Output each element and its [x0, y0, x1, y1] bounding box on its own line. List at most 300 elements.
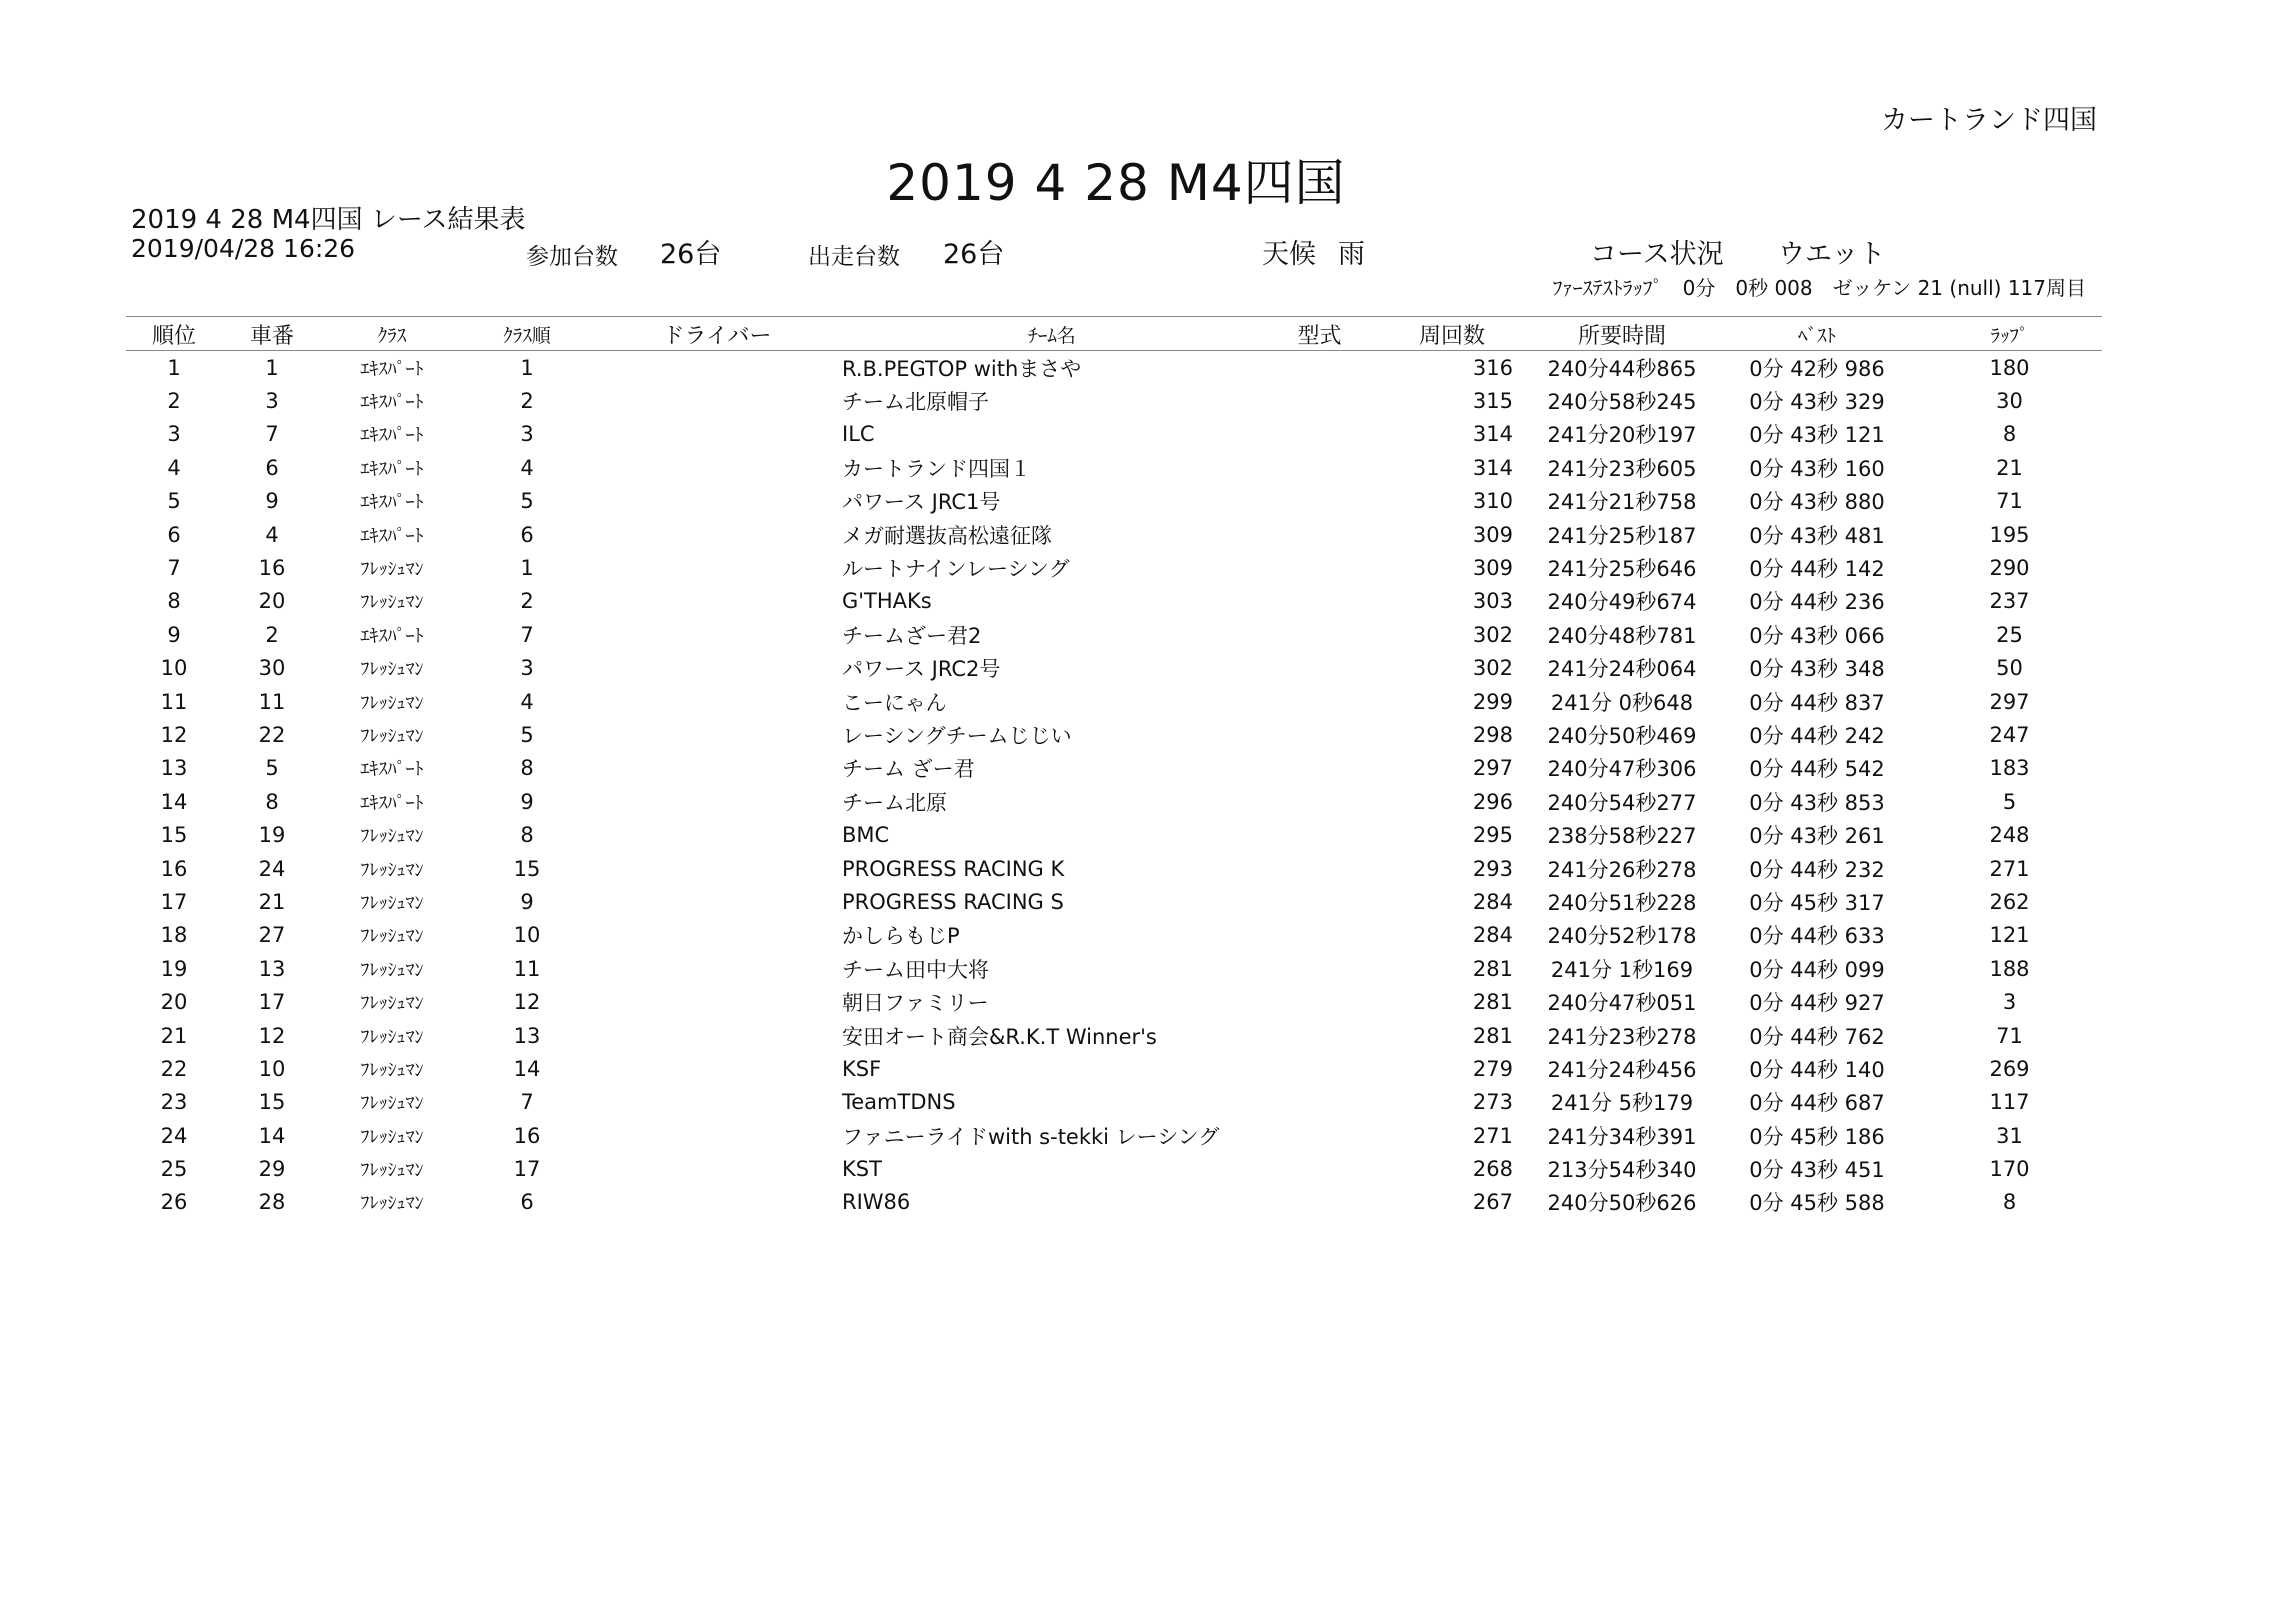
col-header-rank: 順位	[151, 324, 196, 349]
cell-class: ﾌﾚｯｼｭﾏﾝ	[360, 826, 424, 848]
cell-total-time: 241分24秒064	[1547, 657, 1697, 682]
cell-lap-count: 268	[1472, 1157, 1513, 1182]
cell-class: ﾌﾚｯｼｭﾏﾝ	[360, 559, 424, 581]
cell-driver	[592, 585, 842, 618]
cell-total-time: 241分 1秒169	[1550, 957, 1694, 982]
cell-best-lap: 0分 43秒 121	[1749, 423, 1885, 448]
cell-class-rank: 7	[520, 1090, 534, 1115]
col-header-lap: ﾗｯﾌﾟ	[1990, 325, 2029, 347]
cell-rank: 11	[160, 689, 188, 714]
cell-team-name: PROGRESS RACING K	[842, 856, 1065, 881]
cell-best-lap: 0分 43秒 481	[1749, 523, 1885, 548]
cell-lap-count: 316	[1472, 355, 1513, 380]
col-header-laps: 周回数	[1418, 324, 1485, 349]
cell-best-lap: 0分 44秒 099	[1749, 957, 1885, 982]
cell-rank: 16	[160, 856, 188, 881]
cell-class: ﾌﾚｯｼｭﾏﾝ	[360, 1026, 424, 1048]
cell-best-lap-number: 50	[1996, 656, 2023, 681]
table-row	[126, 685, 2102, 718]
cell-car-number: 15	[258, 1090, 286, 1115]
cell-car-number: 28	[258, 1190, 286, 1215]
cell-rank: 13	[160, 756, 188, 781]
cell-driver	[592, 518, 842, 551]
table-row	[126, 485, 2102, 518]
cell-best-lap: 0分 44秒 142	[1749, 557, 1885, 582]
cell-car-number: 24	[258, 856, 286, 881]
cell-team-name: メガ耐選抜高松遠征隊	[842, 523, 1052, 548]
table-row	[126, 351, 2102, 384]
cell-team-name: 安田オート商会&R.K.T Winner's	[842, 1024, 1157, 1049]
cell-class: ﾌﾚｯｼｭﾏﾝ	[360, 1093, 424, 1115]
table-row	[126, 418, 2102, 451]
cell-rank: 15	[160, 823, 188, 848]
cell-best-lap-number: 188	[1989, 956, 2030, 981]
table-row	[126, 451, 2102, 484]
cell-team-name: チーム田中大将	[842, 957, 989, 982]
cell-best-lap-number: 71	[1996, 489, 2023, 514]
table-row	[126, 818, 2102, 851]
cell-driver	[592, 618, 842, 651]
cell-model	[1262, 384, 1377, 417]
cell-car-number: 22	[258, 722, 286, 747]
cell-rank: 6	[167, 522, 181, 547]
cell-class-rank: 10	[513, 923, 541, 948]
header-top-rule	[126, 316, 2102, 317]
cell-rank: 9	[167, 622, 181, 647]
cell-car-number: 19	[258, 823, 286, 848]
cell-driver	[592, 485, 842, 518]
table-row	[126, 518, 2102, 551]
cell-car-number: 7	[265, 422, 279, 447]
table-row	[126, 1119, 2102, 1152]
cell-team-name: チーム北原	[842, 790, 947, 815]
col-header-total-time: 所要時間	[1577, 324, 1666, 349]
cell-car-number: 12	[258, 1023, 286, 1048]
cell-driver	[592, 1152, 842, 1185]
cell-class-rank: 3	[520, 656, 534, 681]
participants-value: 26台	[660, 239, 722, 270]
cell-driver	[592, 718, 842, 751]
cell-driver	[592, 351, 842, 384]
cell-team-name: R.B.PEGTOP withまさや	[842, 356, 1082, 381]
cell-best-lap: 0分 44秒 927	[1749, 991, 1885, 1016]
cell-best-lap: 0分 43秒 880	[1749, 490, 1885, 515]
cell-car-number: 16	[258, 556, 286, 581]
cell-class: ﾌﾚｯｼｭﾏﾝ	[360, 926, 424, 948]
cell-driver	[592, 919, 842, 952]
table-row	[126, 785, 2102, 818]
cell-team-name: BMC	[842, 823, 890, 848]
cell-class: ｴｷｽﾊﾟｰﾄ	[360, 525, 424, 547]
cell-total-time: 240分58秒245	[1547, 390, 1697, 415]
table-row	[126, 618, 2102, 651]
cell-model	[1262, 785, 1377, 818]
table-row	[126, 752, 2102, 785]
cell-total-time: 241分 0秒648	[1550, 690, 1694, 715]
cell-model	[1262, 952, 1377, 985]
cell-best-lap-number: 269	[1989, 1056, 2030, 1081]
cell-car-number: 5	[265, 756, 279, 781]
cell-car-number: 30	[258, 656, 286, 681]
cell-model	[1262, 718, 1377, 751]
cell-best-lap-number: 30	[1996, 389, 2023, 414]
cell-driver	[592, 1019, 842, 1052]
cell-class: ﾌﾚｯｼｭﾏﾝ	[360, 725, 424, 747]
col-header-class: ｸﾗｽ	[377, 325, 407, 347]
cell-best-lap: 0分 43秒 451	[1749, 1158, 1885, 1183]
cell-best-lap: 0分 43秒 853	[1749, 790, 1885, 815]
cell-model	[1262, 418, 1377, 451]
cell-driver	[592, 1186, 842, 1219]
cell-total-time: 241分34秒391	[1547, 1124, 1697, 1149]
cell-model	[1262, 1019, 1377, 1052]
cell-best-lap-number: 8	[2002, 422, 2017, 447]
cell-car-number: 13	[258, 956, 286, 981]
cell-total-time: 241分24秒456	[1547, 1057, 1697, 1082]
cell-driver	[592, 418, 842, 451]
cell-lap-count: 296	[1472, 789, 1513, 814]
report-datetime: 2019/04/28 16:26	[131, 234, 356, 263]
cell-team-name: チームざー君2	[842, 623, 982, 648]
cell-total-time: 241分20秒197	[1547, 423, 1697, 448]
company-name: カートランド四国	[1881, 105, 2097, 136]
cell-best-lap-number: 117	[1989, 1090, 2030, 1115]
cell-class: ｴｷｽﾊﾟｰﾄ	[360, 625, 424, 647]
table-row	[126, 1052, 2102, 1085]
cell-car-number: 9	[265, 489, 279, 514]
cell-rank: 2	[167, 389, 181, 414]
table-header-row	[126, 318, 2102, 351]
cell-driver	[592, 685, 842, 718]
cell-best-lap: 0分 44秒 687	[1749, 1091, 1885, 1116]
cell-lap-count: 310	[1472, 489, 1513, 514]
cell-team-name: G'THAKs	[842, 589, 932, 614]
fastest-lap-info: ﾌｧｰｽﾃｽﾄﾗｯﾌﾟ 0分 0秒 008 ゼッケン 21 (null) 117周目	[1552, 276, 2086, 300]
cell-class: ｴｷｽﾊﾟｰﾄ	[360, 425, 424, 447]
table-row	[126, 985, 2102, 1018]
table-row	[126, 718, 2102, 751]
table-row	[126, 952, 2102, 985]
cell-rank: 8	[167, 589, 181, 614]
table-row	[126, 1186, 2102, 1219]
cell-team-name: KST	[842, 1157, 882, 1182]
cell-driver	[592, 1052, 842, 1085]
cell-class-rank: 17	[513, 1157, 541, 1182]
table-row	[126, 885, 2102, 918]
cell-lap-count: 284	[1472, 923, 1513, 948]
cell-class-rank: 16	[513, 1123, 541, 1148]
cell-total-time: 241分 5秒179	[1550, 1091, 1694, 1116]
cell-total-time: 241分23秒605	[1547, 456, 1697, 481]
cell-rank: 24	[160, 1123, 188, 1148]
cell-team-name: レーシングチームじじい	[842, 723, 1072, 748]
cell-class: ﾌﾚｯｼｭﾏﾝ	[360, 1193, 424, 1215]
cell-car-number: 20	[258, 589, 286, 614]
cell-class-rank: 4	[520, 455, 534, 480]
starters-value: 26台	[943, 239, 1005, 270]
cell-lap-count: 293	[1472, 856, 1513, 881]
cell-rank: 18	[160, 923, 188, 948]
table-row	[126, 652, 2102, 685]
cell-car-number: 1	[265, 355, 279, 380]
cell-car-number: 27	[258, 923, 286, 948]
col-header-team: ﾁｰﾑ名	[1028, 325, 1076, 347]
col-header-driver: ドライバー	[662, 324, 772, 349]
cell-class-rank: 3	[520, 422, 534, 447]
cell-class: ﾌﾚｯｼｭﾏﾝ	[360, 1126, 424, 1148]
cell-lap-count: 314	[1472, 422, 1513, 447]
cell-class-rank: 4	[520, 689, 534, 714]
cell-model	[1262, 852, 1377, 885]
cell-best-lap: 0分 44秒 837	[1749, 690, 1885, 715]
table-row	[126, 551, 2102, 584]
cell-model	[1262, 485, 1377, 518]
cell-car-number: 6	[265, 455, 279, 480]
course-condition-value: ウエット	[1778, 239, 1886, 270]
cell-total-time: 240分54秒277	[1547, 790, 1697, 815]
cell-best-lap-number: 248	[1989, 823, 2030, 848]
cell-team-name: パワース JRC1号	[842, 490, 1001, 515]
weather-label: 天候	[1262, 239, 1316, 270]
results-table	[126, 318, 2102, 1219]
cell-best-lap: 0分 43秒 261	[1749, 824, 1885, 849]
cell-class-rank: 12	[513, 990, 541, 1015]
table-row	[126, 1086, 2102, 1119]
cell-driver	[592, 451, 842, 484]
cell-lap-count: 271	[1472, 1123, 1513, 1148]
cell-class-rank: 9	[520, 789, 534, 814]
cell-total-time: 240分47秒051	[1547, 991, 1697, 1016]
cell-class: ﾌﾚｯｼｭﾏﾝ	[360, 892, 424, 914]
cell-best-lap-number: 183	[1989, 756, 2030, 781]
cell-team-name: RIW86	[842, 1190, 911, 1215]
cell-model	[1262, 818, 1377, 851]
cell-class: ﾌﾚｯｼｭﾏﾝ	[360, 993, 424, 1015]
cell-class-rank: 1	[520, 355, 534, 380]
cell-total-time: 240分50秒469	[1547, 723, 1697, 748]
cell-driver	[592, 652, 842, 685]
cell-team-name: 朝日ファミリー	[842, 991, 989, 1016]
cell-car-number: 8	[265, 789, 279, 814]
cell-car-number: 3	[265, 389, 279, 414]
cell-best-lap: 0分 44秒 236	[1749, 590, 1885, 615]
cell-class-rank: 9	[520, 889, 534, 914]
cell-car-number: 11	[258, 689, 286, 714]
cell-best-lap: 0分 44秒 242	[1749, 723, 1885, 748]
cell-model	[1262, 351, 1377, 384]
cell-rank: 3	[167, 422, 181, 447]
participants-label: 参加台数	[526, 244, 618, 270]
cell-rank: 20	[160, 990, 188, 1015]
cell-class-rank: 5	[520, 489, 534, 514]
cell-best-lap-number: 21	[1996, 455, 2023, 480]
cell-lap-count: 281	[1472, 990, 1513, 1015]
cell-class: ｴｷｽﾊﾟｰﾄ	[360, 492, 424, 514]
cell-total-time: 241分25秒646	[1547, 557, 1697, 582]
cell-best-lap: 0分 43秒 160	[1749, 456, 1885, 481]
cell-car-number: 21	[258, 889, 286, 914]
cell-team-name: ファニーライドwith s-tekki レーシング	[842, 1124, 1220, 1149]
cell-lap-count: 298	[1472, 722, 1513, 747]
cell-driver	[592, 985, 842, 1018]
cell-team-name: PROGRESS RACING S	[842, 889, 1064, 914]
cell-class-rank: 15	[513, 856, 541, 881]
cell-team-name: パワース JRC2号	[842, 657, 1001, 682]
cell-lap-count: 281	[1472, 1023, 1513, 1048]
cell-best-lap-number: 71	[1996, 1023, 2023, 1048]
cell-rank: 1	[167, 355, 181, 380]
cell-class-rank: 14	[513, 1056, 541, 1081]
cell-team-name: KSF	[842, 1056, 882, 1081]
cell-total-time: 238分58秒227	[1547, 824, 1697, 849]
cell-total-time: 240分49秒674	[1547, 590, 1697, 615]
cell-model	[1262, 1052, 1377, 1085]
cell-model	[1262, 1086, 1377, 1119]
cell-team-name: チーム北原帽子	[842, 390, 989, 415]
cell-lap-count: 284	[1472, 889, 1513, 914]
cell-class: ｴｷｽﾊﾟｰﾄ	[360, 792, 424, 814]
cell-best-lap: 0分 44秒 762	[1749, 1024, 1885, 1049]
cell-class-rank: 1	[520, 556, 534, 581]
weather-value: 雨	[1338, 239, 1365, 270]
cell-class: ﾌﾚｯｼｭﾏﾝ	[360, 692, 424, 714]
cell-class: ﾌﾚｯｼｭﾏﾝ	[360, 1059, 424, 1081]
cell-lap-count: 309	[1472, 522, 1513, 547]
cell-class-rank: 2	[520, 589, 534, 614]
cell-model	[1262, 1119, 1377, 1152]
col-header-best: ﾍﾞｽﾄ	[1797, 325, 1836, 347]
cell-rank: 17	[160, 889, 188, 914]
cell-class-rank: 5	[520, 722, 534, 747]
table-row	[126, 1019, 2102, 1052]
cell-best-lap-number: 180	[1989, 355, 2030, 380]
cell-lap-count: 297	[1472, 756, 1513, 781]
cell-total-time: 213分54秒340	[1547, 1158, 1697, 1183]
cell-car-number: 29	[258, 1157, 286, 1182]
cell-driver	[592, 885, 842, 918]
cell-model	[1262, 885, 1377, 918]
cell-model	[1262, 551, 1377, 584]
cell-class: ｴｷｽﾊﾟｰﾄ	[360, 392, 424, 414]
col-header-class-rank: ｸﾗｽ順	[503, 325, 551, 347]
cell-class-rank: 6	[520, 1190, 534, 1215]
cell-lap-count: 302	[1472, 656, 1513, 681]
course-condition-label: コース状況	[1590, 239, 1724, 270]
cell-team-name: ILC	[842, 422, 875, 447]
cell-total-time: 240分52秒178	[1547, 924, 1697, 949]
cell-class: ｴｷｽﾊﾟｰﾄ	[360, 358, 424, 380]
cell-model	[1262, 1186, 1377, 1219]
cell-model	[1262, 752, 1377, 785]
cell-best-lap-number: 3	[2002, 990, 2017, 1015]
cell-lap-count: 295	[1472, 823, 1513, 848]
cell-total-time: 240分48秒781	[1547, 623, 1697, 648]
cell-rank: 10	[160, 656, 188, 681]
cell-car-number: 2	[265, 622, 279, 647]
cell-rank: 4	[167, 455, 181, 480]
cell-team-name: TeamTDNS	[842, 1090, 956, 1115]
cell-model	[1262, 1152, 1377, 1185]
cell-driver	[592, 818, 842, 851]
cell-lap-count: 302	[1472, 622, 1513, 647]
cell-car-number: 10	[258, 1056, 286, 1081]
cell-driver	[592, 551, 842, 584]
cell-class: ﾌﾚｯｼｭﾏﾝ	[360, 659, 424, 681]
cell-rank: 25	[160, 1157, 188, 1182]
cell-rank: 26	[160, 1190, 188, 1215]
cell-best-lap: 0分 45秒 588	[1749, 1191, 1885, 1216]
cell-best-lap-number: 271	[1989, 856, 2030, 881]
cell-lap-count: 309	[1472, 556, 1513, 581]
cell-best-lap-number: 297	[1989, 689, 2030, 714]
cell-driver	[592, 752, 842, 785]
cell-best-lap-number: 5	[2002, 789, 2017, 814]
cell-lap-count: 267	[1472, 1190, 1513, 1215]
cell-total-time: 241分21秒758	[1547, 490, 1697, 515]
col-header-model: 型式	[1297, 324, 1342, 349]
col-header-car-number: 車番	[249, 324, 294, 349]
cell-best-lap-number: 195	[1989, 522, 2030, 547]
cell-best-lap: 0分 45秒 317	[1749, 890, 1885, 915]
table-row	[126, 384, 2102, 417]
cell-best-lap: 0分 45秒 186	[1749, 1124, 1885, 1149]
cell-class-rank: 7	[520, 622, 534, 647]
cell-class-rank: 2	[520, 389, 534, 414]
cell-lap-count: 279	[1472, 1056, 1513, 1081]
cell-rank: 7	[167, 556, 181, 581]
cell-rank: 5	[167, 489, 181, 514]
cell-driver	[592, 384, 842, 417]
cell-model	[1262, 919, 1377, 952]
cell-class: ﾌﾚｯｼｭﾏﾝ	[360, 959, 424, 981]
cell-driver	[592, 852, 842, 885]
cell-best-lap: 0分 44秒 232	[1749, 857, 1885, 882]
cell-best-lap-number: 25	[1996, 622, 2023, 647]
cell-rank: 19	[160, 956, 188, 981]
cell-driver	[592, 1086, 842, 1119]
cell-rank: 12	[160, 722, 188, 747]
cell-rank: 23	[160, 1090, 188, 1115]
cell-car-number: 17	[258, 990, 286, 1015]
cell-lap-count: 273	[1472, 1090, 1513, 1115]
cell-best-lap-number: 247	[1989, 722, 2030, 747]
cell-best-lap-number: 121	[1989, 923, 2030, 948]
cell-model	[1262, 685, 1377, 718]
table-row	[126, 919, 2102, 952]
cell-lap-count: 281	[1472, 956, 1513, 981]
cell-car-number: 14	[258, 1123, 286, 1148]
cell-car-number: 4	[265, 522, 279, 547]
cell-rank: 22	[160, 1056, 188, 1081]
cell-class: ﾌﾚｯｼｭﾏﾝ	[360, 1160, 424, 1182]
cell-class-rank: 11	[513, 956, 541, 981]
cell-best-lap: 0分 42秒 986	[1749, 356, 1885, 381]
cell-model	[1262, 985, 1377, 1018]
cell-best-lap: 0分 43秒 329	[1749, 390, 1885, 415]
cell-model	[1262, 451, 1377, 484]
cell-class-rank: 13	[513, 1023, 541, 1048]
table-row	[126, 852, 2102, 885]
cell-driver	[592, 952, 842, 985]
page-title: 2019 4 28 M4四国	[886, 154, 1346, 212]
cell-class: ﾌﾚｯｼｭﾏﾝ	[360, 592, 424, 614]
cell-rank: 14	[160, 789, 188, 814]
cell-total-time: 240分51秒228	[1547, 890, 1697, 915]
cell-class-rank: 8	[520, 823, 534, 848]
cell-model	[1262, 518, 1377, 551]
cell-best-lap-number: 8	[2002, 1190, 2017, 1215]
cell-lap-count: 303	[1472, 589, 1513, 614]
